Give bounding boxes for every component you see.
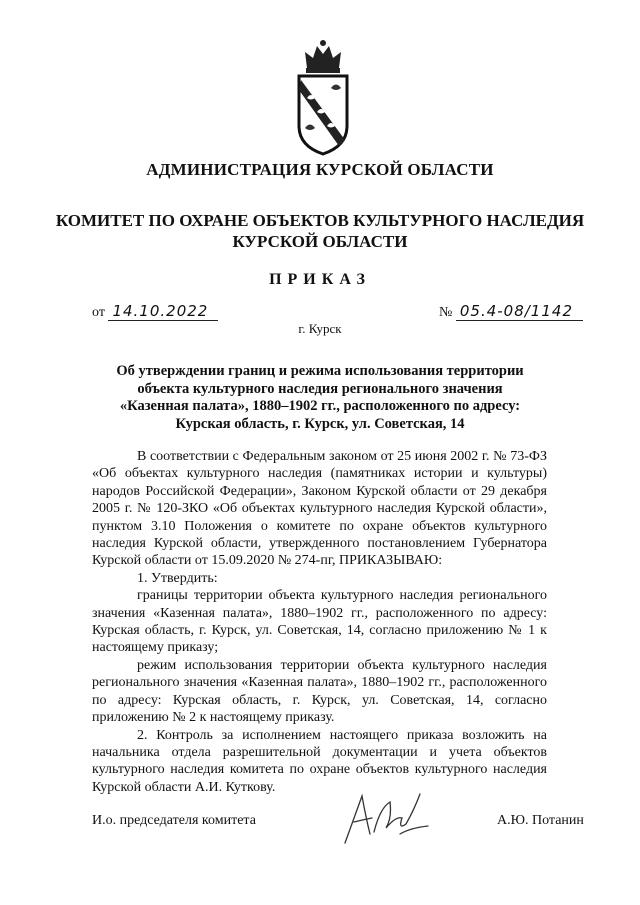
number-value: 05.4-08/1142 [456, 302, 583, 321]
committee-heading-line: КУРСКОЙ ОБЛАСТИ [232, 232, 408, 251]
committee-heading-line: КОМИТЕТ ПО ОХРАНЕ ОБЪЕКТОВ КУЛЬТУРНОГО НАСЛЕДИЯ [55, 211, 585, 230]
date-value: 14.10.2022 [108, 302, 218, 321]
administration-heading: АДМИНИСТРАЦИЯ КУРСКОЙ ОБЛАСТИ [146, 160, 494, 179]
body-paragraph: режим использования территории объекта культурного наследия регионального значения «Казенная палата», 1880–1902 гг., расположенного по адресу: Курская область, г. Курск, ул. Советская, 14, согласно приложению № 2 к настоящему приказу. [92, 657, 547, 726]
handwritten-signature-icon [340, 788, 435, 848]
number-prefix: № [439, 305, 453, 320]
body-paragraph: границы территории объекта культурного наследия регионального значения «Казенная палата», 1880–1902 гг., расположенного по адресу: Курская область, г. Курск, ул. Советская, 14, согласно приложению № 1 к настоящему приказу; [92, 588, 547, 656]
order-subject [95, 363, 545, 433]
subject-line: Курская область, г. Курск, ул. Советская, 14 [175, 415, 465, 432]
order-body [92, 448, 547, 796]
body-paragraph: В соответствии с Федеральным законом от 25 июня 2002 г. № 73-ФЗ «Об объектах культурного наследия (памятниках истории и культуры) народов Российской Федерации», Законом Курской области от 29 декабря 2005 г. № 120-ЗКО «Об объектах культурного наследия Курской области», пунктом 3.10 Положения о комитете по охране объектов культурного наследия Курской области, утвержденного постановлением Губернатора Курской области от 15.09.2020 № 274-пг, ПРИКАЗЫВАЮ: [92, 449, 547, 569]
subject-line: объекта культурного наследия регионального значения [137, 380, 503, 397]
body-paragraph: 2. Контроль за исполнением настоящего приказа возложить на начальника отдела разрешительной документации и учета объектов культурного наследия комитета по охране объектов культурного наследия Курской области А.И. Куткову. [92, 727, 547, 795]
order-title: ПРИКАЗ [269, 271, 371, 288]
subject-line: «Казенная палата», 1880–1902 гг., расположенного по адресу: [119, 398, 521, 414]
date-prefix: от [92, 305, 105, 320]
body-paragraph: 1. Утвердить: [137, 570, 218, 586]
subject-line: Об утверждении границ и режима использования территории [116, 363, 524, 379]
kursk-coat-of-arms-icon [293, 38, 353, 156]
order-date [92, 302, 218, 321]
signatory-role: И.о. председателя комитета [92, 813, 256, 828]
order-number [439, 302, 583, 321]
committee-heading [0, 210, 640, 252]
city: г. Курск [298, 321, 342, 336]
signatory-name: А.Ю. Потанин [497, 813, 584, 828]
